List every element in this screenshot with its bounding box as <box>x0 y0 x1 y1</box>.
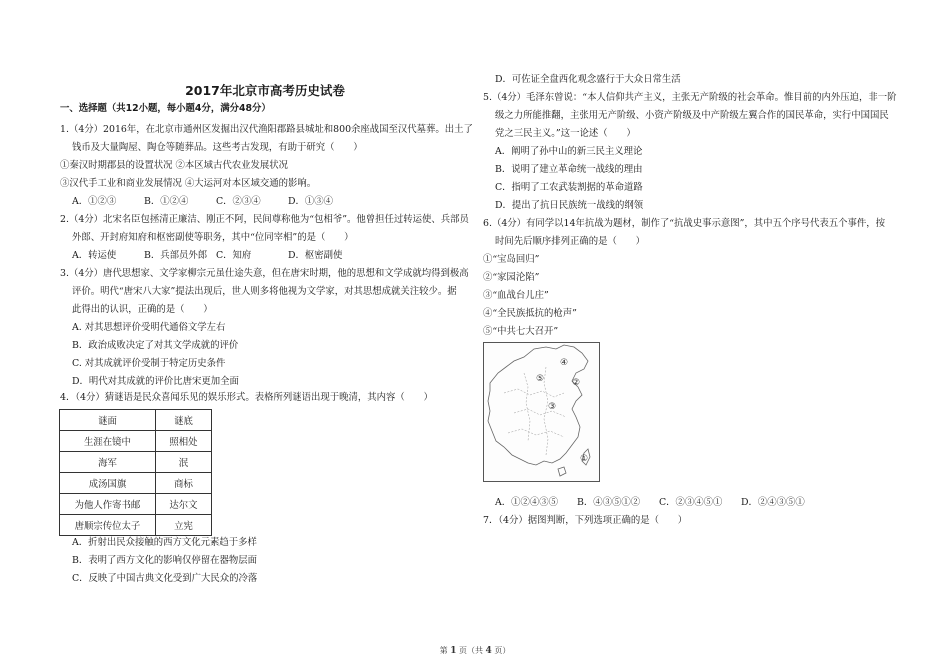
map-marker-3: ③ <box>548 402 557 412</box>
q5-option-d[interactable]: D．提出了抗日民族统一战线的纲领 <box>495 200 644 211</box>
q1-option-a[interactable]: A．①②③ <box>72 196 117 207</box>
q4-line1: 4．（4分）猜谜语是民众喜闻乐见的娱乐形式。表格所列谜语出现于晚清，其内容（ ） <box>60 392 433 403</box>
q2-options <box>72 250 360 262</box>
table-cell: 商标 <box>156 473 212 494</box>
footer-middle: 页（共 <box>459 646 483 655</box>
q5-option-c[interactable]: C．指明了工农武装割据的革命道路 <box>495 182 643 193</box>
q2-option-d[interactable]: D．枢密副使 <box>288 250 343 261</box>
footer-page-number: 1 <box>450 646 457 656</box>
footer-prefix: 第 <box>439 646 448 655</box>
q3-option-b[interactable]: B．政治成败决定了对其文学成就的评价 <box>72 340 239 351</box>
table-cell: 照相处 <box>156 431 212 452</box>
q1-option-c[interactable]: C．②③④ <box>216 196 261 207</box>
footer-suffix: 页） <box>494 646 511 655</box>
table-cell: 生涯在镜中 <box>60 431 156 452</box>
q5-option-a[interactable]: A．阐明了孙中山的新三民主义理论 <box>495 146 643 157</box>
map-marker-4: ④ <box>560 358 569 368</box>
china-map-outline <box>484 343 599 481</box>
q1-line4: ③汉代手工业和商业发展情况 ④大运河对本区域交通的影响。 <box>60 178 317 189</box>
q4-option-b[interactable]: B．表明了西方文化的影响仅停留在器物层面 <box>72 555 258 566</box>
q4-option-d[interactable]: D．可佐证全盘西化观念盛行于大众日常生活 <box>495 74 681 85</box>
exam-title: 2017年北京市高考历史试卷 <box>185 83 345 98</box>
q6-option-a[interactable]: A．①②④③⑤ <box>495 497 559 508</box>
q6-event-3: ③“血战台儿庄” <box>483 290 549 301</box>
table-cell: 为他人作寄书邮 <box>60 494 156 515</box>
q6-option-d[interactable]: D．②④③⑤① <box>741 497 805 508</box>
q2-line2: 外郎、开封府知府和枢密副使等职务，其中“位同宰相”的是（ ） <box>72 232 354 243</box>
q6-event-5: ⑤“中共七大召开” <box>483 326 559 337</box>
q3-line1: 3.（4分）唐代思想家、文学家柳宗元虽仕途失意，但在唐宋时期，他的思想和文学成就均得到极高 <box>60 268 469 279</box>
table-cell: 成汤国旗 <box>60 473 156 494</box>
q2-option-b[interactable]: B．兵部员外郎 <box>144 250 208 261</box>
table-row <box>60 452 212 473</box>
q6-option-b[interactable]: B．④③⑤①② <box>577 497 641 508</box>
table-cell: 海军 <box>60 452 156 473</box>
q5-option-b[interactable]: B．说明了建立革命统一战线的理由 <box>495 164 643 175</box>
q7-line1: 7．（4分）据图判断，下列选项正确的是（ ） <box>483 515 688 526</box>
q2-option-a[interactable]: A．转运使 <box>72 250 117 261</box>
q3-line3: 此得出的认识，正确的是（ ） <box>72 304 213 315</box>
q6-options <box>495 497 823 509</box>
q6-event-1: ①“宝岛回归” <box>483 254 540 265</box>
q6-line2: 时间先后顺序排列正确的是（ ） <box>495 236 646 247</box>
q2-option-c[interactable]: C．知府 <box>216 250 252 261</box>
table-cell: 达尔文 <box>156 494 212 515</box>
table-cell: 立宪 <box>156 515 212 536</box>
q4-option-a[interactable]: A．折射出民众接触的西方文化元素趋于多样 <box>72 537 257 548</box>
page-footer <box>0 645 950 656</box>
q6-line1: 6.（4分）有同学以14年抗战为题材，制作了“抗战史事示意图”，其中五个序号代表五个事件，按 <box>483 218 886 229</box>
section-heading: 一、选择题（共12小题，每小题4分，满分48分） <box>60 103 271 114</box>
table-header-riddle: 谜面 <box>60 410 156 431</box>
table-row <box>60 431 212 452</box>
q5-line1: 5.（4分）毛泽东曾说：“本人信仰共产主义，主张无产阶级的社会革命。惟目前的内外压迫，非一阶 <box>483 92 897 103</box>
map-marker-2: ② <box>572 378 581 388</box>
q1-option-b[interactable]: B．①②④ <box>144 196 189 207</box>
table-row <box>60 494 212 515</box>
q1-line1: 1.（4分）2016年，在北京市通州区发掘出汉代渔阳郡路县城址和800余座战国至汉代墓葬。出土了 <box>60 124 473 135</box>
map-marker-1: ① <box>580 454 589 464</box>
map-marker-5: ⑤ <box>536 374 545 384</box>
q6-event-2: ②“家园沦陷” <box>483 272 540 283</box>
riddle-table <box>59 409 212 536</box>
q6-event-4: ④“全民族抵抗的枪声” <box>483 308 577 319</box>
q1-options <box>72 196 360 208</box>
table-row <box>60 473 212 494</box>
footer-total-pages: 4 <box>485 646 492 656</box>
q2-line1: 2.（4分）北宋名臣包拯清正廉洁、刚正不阿，民间尊称他为“包相爷”。他曾担任过转运使、兵部员 <box>60 214 469 225</box>
table-cell: 泯 <box>156 452 212 473</box>
q3-option-d[interactable]: D．明代对其成就的评价比唐宋更加全面 <box>72 376 239 387</box>
q4-option-c[interactable]: C．反映了中国古典文化受到广大民众的冷落 <box>72 573 258 584</box>
q1-line3: ①秦汉时期郡县的设置状况 ②本区域古代农业发展状况 <box>60 160 288 171</box>
table-header-answer: 谜底 <box>156 410 212 431</box>
q3-option-a[interactable]: A. 对其思想评价受明代通俗文学左右 <box>72 322 226 333</box>
table-row <box>60 515 212 536</box>
q3-line2: 评价。明代“唐宋八大家”提法出现后，世人则多将他视为文学家，对其思想成就关注较少。据 <box>72 286 457 297</box>
q1-line2: 钱币及大量陶屋、陶仓等随葬品。这些考古发现，有助于研究（ ） <box>72 142 363 153</box>
table-row <box>60 410 212 431</box>
q5-line3: 党之三民主义。”这一论述（ ） <box>495 128 636 139</box>
q1-option-d[interactable]: D．①③④ <box>288 196 334 207</box>
q5-line2: 级之力所能推翻，主张用无产阶级、小资产阶级及中产阶级左翼合作的国民革命，实行中国国民 <box>495 110 889 121</box>
q6-option-c[interactable]: C．②③④⑤① <box>659 497 723 508</box>
war-map <box>483 342 600 482</box>
q3-option-c[interactable]: C. 对其成就评价受制于特定历史条件 <box>72 358 226 369</box>
table-cell: 唐顺宗传位太子 <box>60 515 156 536</box>
